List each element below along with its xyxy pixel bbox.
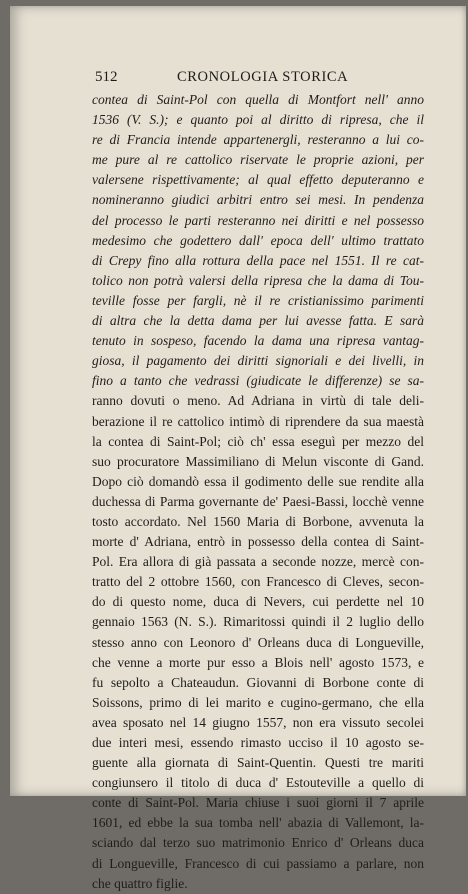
text-line: ranno dovuti o meno. Ad Adriana in virtù di tale deli- [92,393,424,409]
text-line: morte d' Adriana, entrò in possesso della contea di Saint- [92,534,424,550]
text-line: duchessa di Parma governante de' Paesi-Bassi, locchè venne [92,493,424,509]
book-page [10,6,466,891]
text-line: di altra che la detta dama per lui avesse fatta. E sarà [92,313,424,329]
text-line: giosa, il pagamento dei diritti signoriali e dei livelli, in [92,353,424,369]
text-line: Dopo ciò domandò essa il godimento delle sue rendite alla [92,473,424,489]
text-line: due interi mesi, essendo rimasto ucciso il 10 agosto se- [92,735,424,750]
text-line: teville fosse per fargli, nè il re cristianissimo parimenti [92,292,424,308]
text-line: tosto accordato. Nel 1560 Maria di Borbone, avvenuta la [92,513,424,529]
text-line: che quattro figlie. [92,875,188,891]
text-line: do di questo nome, duca di Nevers, cui perdette nel 10 [92,594,424,610]
body-text [92,90,424,894]
text-line: sciando dal terzo suo matrimonio Enrico d' Orleans duca [92,835,424,851]
text-line: guente alla giornata di Saint-Quentin. Questi tre mariti [92,755,424,771]
text-line: Soissons, primo di lei marito e cugino-germano, che ella [92,694,424,710]
text-line: Pol. Era allora di già passata a seconde nozze, mercè con- [92,554,424,570]
text-line: 1601, ed ebbe la sua tomba nell' abazia di Vallemont, la- [92,815,424,831]
text-line: avea sposato nel 14 giugno 1557, non era vissuto secolei [92,714,424,730]
text-line: gennaio 1563 (N. S.). Rimaritossi quindi il 2 luglio dello [92,614,424,630]
text-line: valersene rispettivamente; al qual effetto deputeranno e [92,172,424,188]
text-line: nomineranno giudici arbitri entro sei mesi. In pendenza [92,192,424,208]
text-line: di Longueville, Francesco di cui passiamo a parlare, non [92,855,424,871]
text-line: fu sepolto a Chateaudun. Giovanni di Borbone conte di [92,674,424,690]
text-line: medesimo che godettero dall' epoca dell' ultimo trattato [92,232,424,248]
text-line: che venne a morte pur esso a Blois nell' agosto 1573, e [92,654,424,670]
text-line: 1536 (V. S.); e quanto poi al diritto di ripresa, che il [92,112,424,128]
text-line: suo procuratore Massimiliano di Melun visconte di Gand. [92,453,424,469]
text-line: berazione il re cattolico intimò di riprendere da sua maestà [92,413,424,429]
text-line: tratto del 2 ottobre 1560, con Francesco di Cleves, secon- [92,574,424,590]
page-header [95,69,415,89]
text-line: congiunsero il titolo di duca d' Estouteville a quello di [92,775,424,791]
running-title: CRONOLOGIA STORICA [177,69,349,85]
text-line: re di Francia intende appartenergli, resteranno a lui co- [92,132,424,148]
text-line: conte di Saint-Pol. Maria chiuse i suoi giorni il 7 aprile [92,795,424,811]
page-number: 512 [95,69,118,85]
text-line: la contea di Saint-Pol; ciò ch' essa eseguì per mezzo del [92,433,424,449]
text-line: contea di Saint-Pol con quella di Montfort nell' anno [92,92,424,107]
text-line: del processo le parti resteranno nei diritti e nel possesso [92,212,424,228]
text-line: me pure al re cattolico riservate le proprie azioni, per [92,152,424,168]
text-line: tolico non potrà valersi della ripresa che la dama di Tou- [92,272,424,288]
text-line: di Crepy fino alla rottura della pace nel 1551. Il re cat- [92,252,424,268]
text-line: stesso anno con Leonoro d' Orleans duca di Longueville, [92,634,424,650]
text-line: tenuto in sospeso, facendo la dama una ripresa vantag- [92,333,424,349]
text-line: fino a tanto che vedrassi (giudicate le differenze) se sa- [92,373,424,389]
